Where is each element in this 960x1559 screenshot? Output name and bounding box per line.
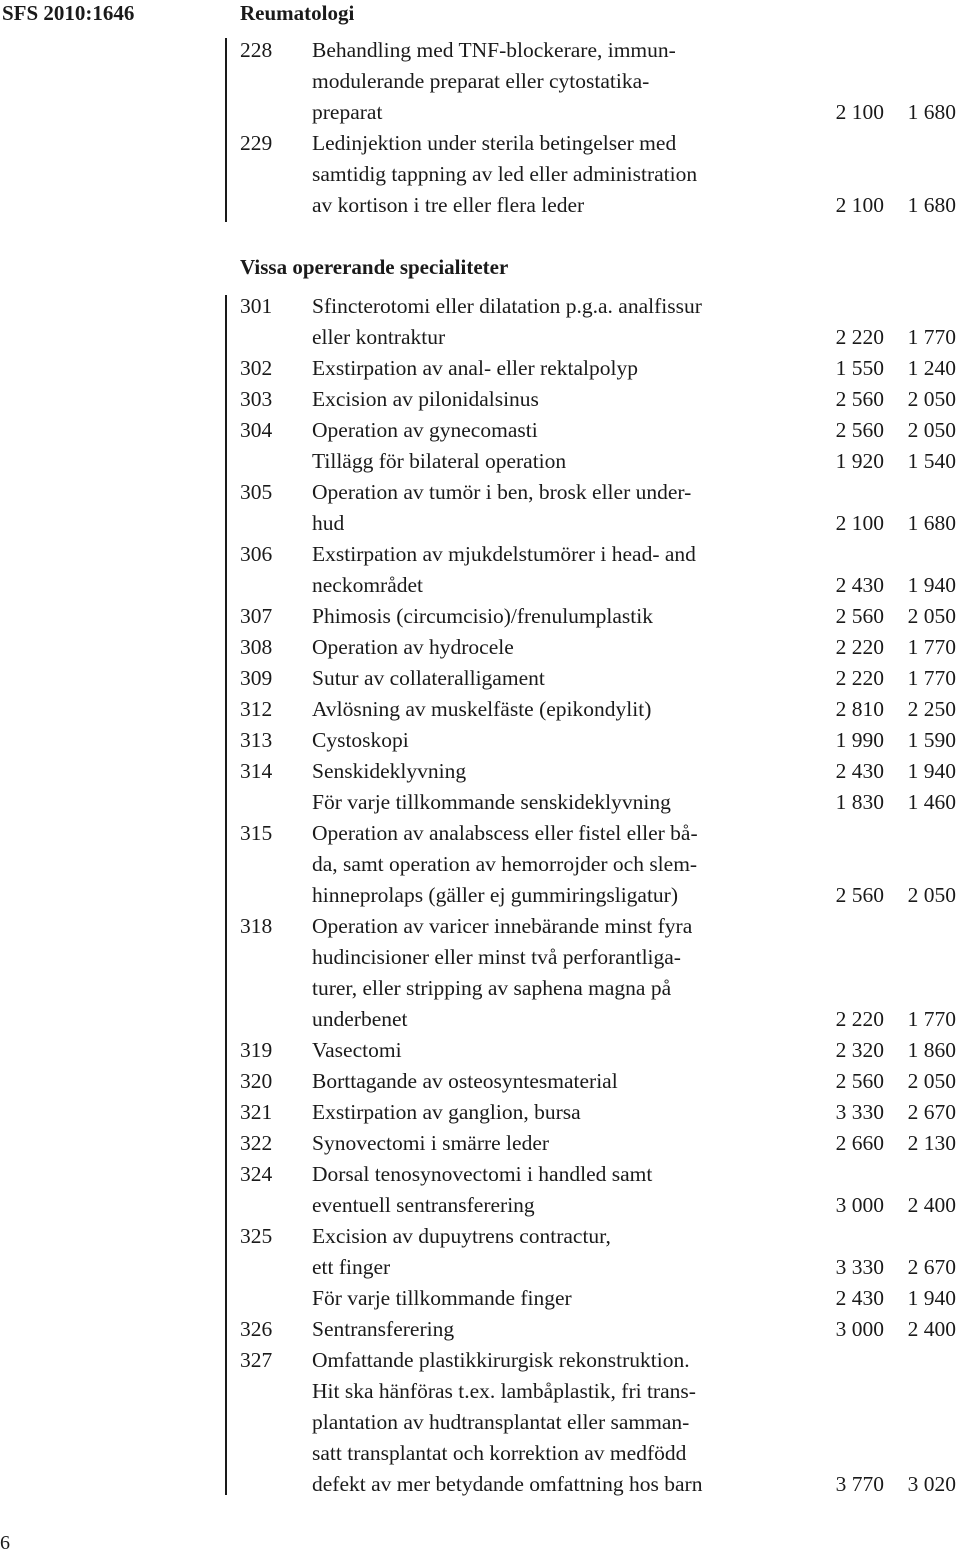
amount-2: 1 940 — [907, 759, 956, 783]
amount-1: 2 100 — [835, 511, 884, 535]
amount-1: 2 220 — [835, 635, 884, 659]
amount-2: 2 050 — [907, 418, 956, 442]
row-code — [240, 787, 312, 818]
row-code: 322 — [240, 1131, 273, 1155]
row-description: Excision av pilonidalsinus — [312, 387, 539, 411]
row-code — [240, 973, 312, 1004]
row-description: Synovectomi i smärre leder — [312, 1131, 550, 1155]
table-row — [240, 1035, 956, 1066]
amount-2: 1 680 — [907, 100, 956, 124]
row-description: neckområdet — [312, 573, 424, 597]
row-code: 326 — [240, 1317, 273, 1341]
row-code — [240, 1376, 312, 1407]
row-code: 315 — [240, 821, 273, 845]
row-description: För varje tillkommande senskideklyvning — [312, 790, 671, 814]
row-code: 320 — [240, 1069, 273, 1093]
table-row — [240, 632, 956, 663]
amount-1: 2 810 — [835, 697, 884, 721]
table-row — [240, 477, 956, 539]
section-title: Reumatologi — [240, 1, 355, 25]
row-description: Operation av gynecomasti — [312, 418, 538, 442]
row-description: Exstirpation av ganglion, bursa — [312, 1100, 581, 1124]
amount-1: 2 560 — [835, 883, 884, 907]
amount-1: 2 100 — [835, 193, 884, 217]
amount-1: 1 920 — [835, 449, 884, 473]
table-row — [240, 128, 956, 221]
amount-2: 1 770 — [907, 325, 956, 349]
amount-2: 1 860 — [907, 1038, 956, 1062]
row-description: Cystoskopi — [312, 728, 409, 752]
row-description: Ledinjektion under sterila betingelser med — [312, 131, 677, 155]
table-row — [240, 663, 956, 694]
table-row — [240, 539, 956, 601]
change-bar — [225, 38, 227, 222]
row-code — [240, 1469, 312, 1500]
amount-1: 2 220 — [835, 1007, 884, 1031]
section-heading: Vissa opererande specialiteter — [240, 255, 509, 279]
row-code: 302 — [240, 356, 273, 380]
amount-1: 1 990 — [835, 728, 884, 752]
table-row — [240, 1314, 956, 1345]
amount-2: 1 940 — [907, 1286, 956, 1310]
row-code: 325 — [240, 1224, 273, 1248]
amount-2: 1 680 — [907, 193, 956, 217]
row-description: Dorsal tenosynovectomi i handled samt — [312, 1162, 653, 1186]
row-description: ett finger — [312, 1255, 391, 1279]
row-description: Exstirpation av anal- eller rektalpolyp — [312, 356, 638, 380]
table-row — [240, 756, 956, 787]
row-description: turer, eller stripping av saphena magna på — [312, 976, 672, 1000]
row-description: Excision av dupuytrens contractur, — [312, 1224, 611, 1248]
row-code — [240, 446, 312, 477]
row-code — [240, 1190, 312, 1221]
amount-2: 1 940 — [907, 573, 956, 597]
reumatologi-table — [240, 35, 956, 221]
amount-2: 2 050 — [907, 883, 956, 907]
row-description: plantation av hudtransplantat eller samman- — [312, 1410, 690, 1434]
change-bar — [225, 295, 227, 1495]
table-row — [240, 911, 956, 1035]
amount-2: 1 680 — [907, 511, 956, 535]
amount-1: 2 430 — [835, 1286, 884, 1310]
row-code: 327 — [240, 1348, 273, 1372]
amount-2: 1 770 — [907, 635, 956, 659]
row-description: av kortison i tre eller flera leder — [312, 193, 585, 217]
row-code: 309 — [240, 666, 273, 690]
row-description: defekt av mer betydande omfattning hos barn — [312, 1472, 703, 1496]
table-row — [240, 1066, 956, 1097]
table-row — [240, 1283, 956, 1314]
table-row — [240, 1128, 956, 1159]
amount-2: 1 770 — [907, 1007, 956, 1031]
amount-1: 3 330 — [835, 1100, 884, 1124]
amount-1: 2 430 — [835, 759, 884, 783]
amount-1: 2 430 — [835, 573, 884, 597]
row-description: Omfattande plastikkirurgisk rekonstruktion. — [312, 1348, 690, 1372]
row-code — [240, 66, 312, 97]
row-description: Tillägg för bilateral operation — [312, 449, 567, 473]
row-code: 306 — [240, 542, 273, 566]
row-code — [240, 1438, 312, 1469]
row-code — [240, 159, 312, 190]
row-code: 303 — [240, 387, 273, 411]
row-description: preparat — [312, 100, 383, 124]
table-row — [240, 446, 956, 477]
row-description: Exstirpation av mjukdelstumörer i head- and — [312, 542, 696, 566]
row-description: modulerande preparat eller cytostatika- — [312, 69, 650, 93]
amount-2: 2 670 — [907, 1100, 956, 1124]
row-code — [240, 1252, 312, 1283]
row-code — [240, 880, 312, 911]
page-number: 6 — [0, 1532, 10, 1554]
table-row — [240, 818, 956, 911]
row-description: Operation av varicer innebärande minst fyra — [312, 914, 693, 938]
amount-1: 1 550 — [835, 356, 884, 380]
row-description: Operation av hydrocele — [312, 635, 514, 659]
amount-2: 2 400 — [907, 1193, 956, 1217]
table-row — [240, 35, 956, 128]
row-code: 321 — [240, 1100, 273, 1124]
row-code: 313 — [240, 728, 273, 752]
amount-2: 2 250 — [907, 697, 956, 721]
table-row — [240, 291, 956, 353]
opererande-table — [240, 291, 956, 1500]
amount-1: 2 560 — [835, 1069, 884, 1093]
row-description: Operation av tumör i ben, brosk eller under- — [312, 480, 692, 504]
row-code: 229 — [240, 131, 273, 155]
amount-2: 1 770 — [907, 666, 956, 690]
table-row — [240, 1345, 956, 1500]
table-row — [240, 725, 956, 756]
row-description: Sutur av collateralligament — [312, 666, 545, 690]
amount-1: 2 320 — [835, 1038, 884, 1062]
row-code — [240, 1004, 312, 1035]
row-code — [240, 942, 312, 973]
table-row — [240, 353, 956, 384]
amount-1: 3 000 — [835, 1193, 884, 1217]
row-code: 312 — [240, 697, 273, 721]
amount-2: 2 050 — [907, 387, 956, 411]
amount-2: 1 240 — [907, 356, 956, 380]
row-code — [240, 1283, 312, 1314]
amount-1: 2 100 — [835, 100, 884, 124]
row-description: Operation av analabscess eller fistel eller bå- — [312, 821, 698, 845]
amount-2: 2 050 — [907, 1069, 956, 1093]
row-description: eventuell sentransferering — [312, 1193, 535, 1217]
amount-1: 2 220 — [835, 325, 884, 349]
amount-1: 1 830 — [835, 790, 884, 814]
row-code — [240, 508, 312, 539]
row-code — [240, 1407, 312, 1438]
row-description: Phimosis (circumcisio)/frenulumplastik — [312, 604, 653, 628]
row-code: 301 — [240, 294, 273, 318]
row-code: 228 — [240, 38, 273, 62]
row-description: Hit ska hänföras t.ex. lambåplastik, fri trans- — [312, 1379, 696, 1403]
row-description: Behandling med TNF-blockerare, immun- — [312, 38, 676, 62]
amount-1: 2 560 — [835, 418, 884, 442]
amount-1: 2 660 — [835, 1131, 884, 1155]
amount-1: 2 220 — [835, 666, 884, 690]
amount-2: 1 540 — [907, 449, 956, 473]
amount-2: 1 590 — [907, 728, 956, 752]
amount-1: 3 770 — [835, 1472, 884, 1496]
row-code: 324 — [240, 1162, 273, 1186]
row-description: Borttagande av osteosyntesmaterial — [312, 1069, 618, 1093]
amount-2: 2 670 — [907, 1255, 956, 1279]
amount-1: 3 330 — [835, 1255, 884, 1279]
row-code: 305 — [240, 480, 273, 504]
table-row — [240, 694, 956, 725]
row-code: 314 — [240, 759, 273, 783]
table-row — [240, 1097, 956, 1128]
amount-1: 2 560 — [835, 387, 884, 411]
table-row — [240, 415, 956, 446]
table-row — [240, 1221, 956, 1283]
row-code — [240, 570, 312, 601]
amount-1: 3 000 — [835, 1317, 884, 1341]
row-description: satt transplantat och korrektion av medfödd — [312, 1441, 687, 1465]
row-description: Vasectomi — [312, 1038, 402, 1062]
amount-2: 1 460 — [907, 790, 956, 814]
row-description: Sfincterotomi eller dilatation p.g.a. analfissur — [312, 294, 702, 318]
row-description: hud — [312, 511, 345, 535]
table-row — [240, 1159, 956, 1221]
row-description: Avlösning av muskelfäste (epikondylit) — [312, 697, 652, 721]
row-code — [240, 190, 312, 221]
row-description: samtidig tappning av led eller administration — [312, 162, 698, 186]
row-description: För varje tillkommande finger — [312, 1286, 572, 1310]
row-description: eller kontraktur — [312, 325, 446, 349]
row-code: 307 — [240, 604, 273, 628]
amount-2: 3 020 — [907, 1472, 956, 1496]
row-description: Senskideklyvning — [312, 759, 467, 783]
row-code — [240, 97, 312, 128]
table-row — [240, 601, 956, 632]
row-code — [240, 322, 312, 353]
table-row — [240, 384, 956, 415]
amount-2: 2 050 — [907, 604, 956, 628]
amount-2: 2 130 — [907, 1131, 956, 1155]
amount-2: 2 400 — [907, 1317, 956, 1341]
row-description: hinneprolaps (gäller ej gummiringsligatur) — [312, 883, 679, 907]
row-code: 318 — [240, 914, 273, 938]
row-description: hudincisioner eller minst två perforantliga- — [312, 945, 681, 969]
row-code — [240, 849, 312, 880]
row-description: underbenet — [312, 1007, 408, 1031]
row-code: 304 — [240, 418, 273, 442]
document-id: SFS 2010:1646 — [2, 1, 135, 25]
row-code: 308 — [240, 635, 273, 659]
table-row — [240, 787, 956, 818]
amount-1: 2 560 — [835, 604, 884, 628]
row-code: 319 — [240, 1038, 273, 1062]
row-description: Sentransferering — [312, 1317, 455, 1341]
row-description: da, samt operation av hemorrojder och slem- — [312, 852, 698, 876]
